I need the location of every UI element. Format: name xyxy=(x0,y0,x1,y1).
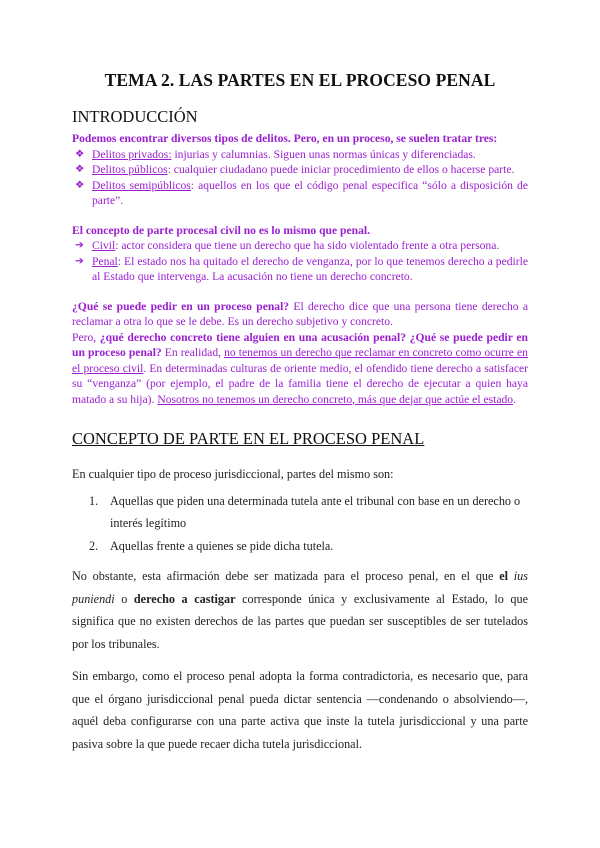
concepto-body xyxy=(72,463,528,755)
list-item: ❖ Delitos privados: injurias y calumnias. Siguen unas normas únicas y diferenciadas. xyxy=(75,147,476,161)
diamond-bullet-icon: ❖ xyxy=(75,179,85,191)
arrow-right-icon: ➔ xyxy=(75,255,84,267)
concepto-paragraph-3: Sin embargo, como el proceso penal adopta la forma contradictoria, es necesario que, para que el órgano jurisdiccional penal pueda dictar sentencia —condenando o absolviendo—, aquél deba configurarse con una parte activa que inste la tutela jurisdiccional y una parte pasiva sobre la que puede recaer dicha tutela jurisdiccional. xyxy=(72,669,528,751)
list-item: ➔ Civil: actor considera que tiene un derecho que ha sido violentado frente a otra persona. xyxy=(75,239,500,252)
document-title: TEMA 2. LAS PARTES EN EL PROCESO PENAL xyxy=(104,70,496,90)
diamond-bullet-icon: ❖ xyxy=(75,164,85,175)
list-item: 1. Aquellas que piden una determinada tutela ante el tribunal con base en un derecho o interés legítimo xyxy=(89,493,521,530)
concept-lead: El concepto de parte procesal civil no es lo mismo que penal. xyxy=(72,223,370,237)
concepto-heading: CONCEPTO DE PARTE EN EL PROCESO PENAL xyxy=(72,429,425,448)
concepto-paragraph-2: No obstante, esta afirmación debe ser matizada para el proceso penal, en el que el ius puniendi o derecho a castigar corresponde única y exclusivamente al Estado, lo que significa que no existen derechos de las partes que puedan ser susceptibles de ser tutelados por los tribunales. xyxy=(72,569,529,651)
concepto-paragraph-1: En cualquier tipo de proceso jurisdiccional, partes del mismo son: xyxy=(72,467,394,481)
intro-lead: Podemos encontrar diversos tipos de delitos. Pero, en un proceso, se suelen tratar tres: xyxy=(72,132,498,145)
party-types-list xyxy=(72,238,528,285)
list-item: ❖ Delitos semipúblicos: aquellos en los que el código penal especifica “sólo a disposición de parte”. xyxy=(75,178,528,207)
intro-heading: INTRODUCCIÓN xyxy=(72,107,198,126)
question-paragraph-2: Pero, ¿qué derecho concreto tiene alguien en una acusación penal? ¿Qué se puede pedir en un proceso penal? En realidad, no tenemos un derecho que reclamar en concreto como ocurre en el proceso civil. En determinadas culturas de oriente medio, el ofendido tiene derecho a satisfacer su “venganza” (por ejemplo, el padre de la familia tiene el derecho de ejecutar a quien haya matado a su hija). Nosotros no tenemos un derecho concreto, más que dejar que actúe el estado. xyxy=(72,330,528,406)
diamond-bullet-icon: ❖ xyxy=(75,148,85,160)
parties-numbered-list xyxy=(72,490,528,558)
list-item: 2. Aquellas frente a quienes se pide dicha tutela. xyxy=(89,538,334,553)
arrow-right-icon: ➔ xyxy=(75,240,84,251)
list-item: ➔ Penal: El estado nos ha quitado el derecho de venganza, por lo que tenemos derecho a pedirle al Estado que intervenga. La acusación no tiene un derecho concreto. xyxy=(75,254,528,283)
question-paragraph-1: ¿Qué se puede pedir en un proceso penal? El derecho dice que una persona tiene derecho a reclamar a otra lo que se le debe. Es un derecho subjetivo y concreto. xyxy=(72,299,528,328)
crime-types-list xyxy=(72,147,528,209)
document-page xyxy=(72,70,528,755)
list-item: ❖ Delitos públicos: cualquier ciudadano puede iniciar procedimiento de ellos o hacerse parte. xyxy=(75,163,515,176)
